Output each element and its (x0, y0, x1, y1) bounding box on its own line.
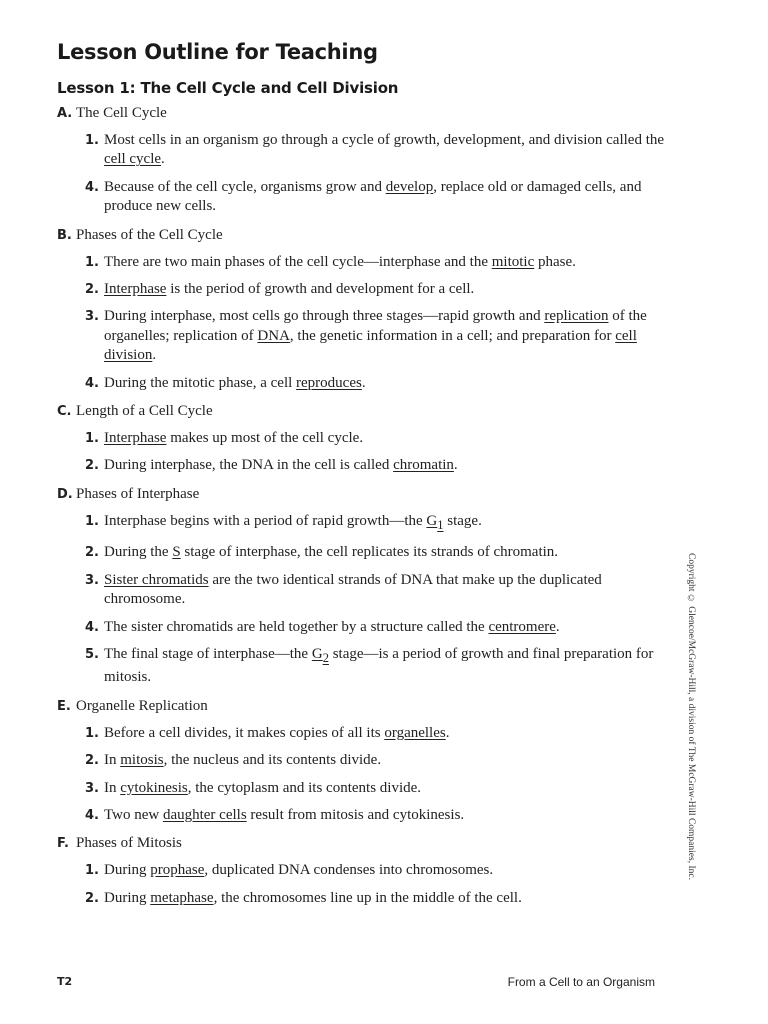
list-item (57, 806, 667, 825)
list-item (57, 429, 667, 448)
item-number: 2. (85, 458, 99, 474)
answer-term: Interphase (104, 281, 167, 298)
section-heading (57, 485, 667, 504)
item-text: During (104, 862, 151, 879)
item-text: . (555, 618, 560, 635)
list-item (57, 618, 667, 637)
item-number: 3. (85, 309, 99, 325)
section-heading-text: The Cell Cycle (76, 105, 167, 121)
outline-section (57, 697, 667, 826)
list-item (57, 779, 667, 798)
list-item (57, 512, 667, 535)
section-letter: E. (57, 698, 71, 714)
section-letter: D. (57, 486, 73, 502)
item-text: stage—is a period of growth and final preparation for mitosis. (104, 645, 654, 686)
list-item (57, 889, 667, 908)
outline-section (57, 104, 667, 217)
item-text: makes up most of the cell cycle. (166, 430, 364, 447)
answer-term: mitosis (120, 752, 164, 769)
item-text: The final stage of interphase—the (104, 645, 312, 662)
item-number: 4. (85, 619, 99, 635)
item-number: 2. (85, 753, 99, 769)
list-item (57, 751, 667, 770)
item-list (57, 512, 667, 688)
item-text: During the mitotic phase, a cell (104, 374, 297, 391)
lesson-outline (57, 104, 667, 917)
answer-term: daughter cells (162, 806, 247, 823)
list-item (57, 543, 667, 562)
item-number: 1. (85, 254, 99, 270)
item-number: 4. (85, 179, 99, 195)
outline-section (57, 402, 667, 476)
item-text: The sister chromatids are held together by a structure called the (104, 618, 489, 635)
list-item (57, 178, 667, 217)
answer-term: chromatin (393, 457, 454, 474)
item-number: 1. (85, 133, 99, 148)
answer-term: cytokinesis (120, 779, 188, 796)
item-text: . (453, 457, 458, 474)
item-text: During (104, 889, 151, 906)
answer-term: organelles (384, 724, 446, 741)
section-heading (57, 402, 667, 421)
item-number: 3. (85, 572, 99, 588)
item-text: , the genetic information in a cell; and preparation for (289, 327, 616, 344)
item-text: , the cytoplasm and its contents divide. (187, 779, 422, 796)
answer-term: prophase (150, 862, 205, 879)
answer-term: Sister chromatids (104, 571, 209, 588)
item-number: 4. (85, 375, 99, 391)
section-heading (57, 697, 667, 716)
answer-term: metaphase (150, 889, 214, 906)
section-letter: B. (57, 227, 72, 243)
list-item (57, 307, 667, 365)
answer-term: cell cycle (104, 151, 162, 168)
item-text: . (161, 151, 165, 168)
answer-term: replication (544, 308, 609, 325)
list-item (57, 280, 667, 299)
list-item (57, 861, 667, 880)
answer-term: 1 (437, 517, 444, 532)
answer-term: S (172, 544, 181, 561)
list-item (57, 253, 667, 272)
answer-term: Interphase (104, 430, 167, 447)
item-text: , duplicated DNA condenses into chromosomes. (204, 862, 494, 879)
item-text: . (152, 347, 157, 364)
item-list (57, 724, 667, 826)
answer-term: cell division (104, 327, 637, 364)
section-heading-text: Phases of Mitosis (76, 835, 182, 852)
item-list (57, 861, 667, 908)
answer-term: G (426, 512, 438, 529)
list-item (57, 374, 667, 393)
item-text: , the chromosomes line up in the middle of the cell. (213, 889, 522, 906)
item-number: 1. (85, 513, 99, 529)
chapter-title: From a Cell to an Organism (507, 975, 655, 989)
item-text: Two new (104, 806, 163, 823)
item-number: 3. (85, 780, 99, 796)
list-item (57, 456, 667, 475)
section-heading-text: Phases of the Cell Cycle (76, 226, 223, 243)
item-text: of the organelles; replication of (104, 308, 647, 344)
answer-term: DNA (257, 327, 290, 344)
answer-term: develop (385, 178, 434, 195)
item-text: During interphase, most cells go through three stages—rapid growth and (104, 308, 545, 325)
item-text: phase. (534, 253, 576, 270)
item-text: During the (104, 544, 173, 561)
section-letter: C. (57, 404, 72, 420)
section-heading (57, 104, 667, 123)
section-letter: F. (57, 836, 69, 852)
item-text: , the nucleus and its contents divide. (163, 752, 382, 769)
answer-term: reproduces (296, 374, 362, 391)
item-text: . (361, 374, 366, 391)
item-text: stage. (443, 512, 482, 529)
item-text: is the period of growth and development for a cell. (166, 281, 475, 298)
lesson-subtitle: Lesson 1: The Cell Cycle and Cell Division (57, 79, 399, 97)
item-number: 1. (85, 725, 99, 741)
section-heading-text: Phases of Interphase (76, 485, 200, 502)
item-number: 4. (85, 807, 99, 823)
item-text: In (104, 752, 121, 769)
outline-section (57, 226, 667, 393)
section-heading-text: Length of a Cell Cycle (76, 403, 213, 420)
list-item (57, 724, 667, 743)
item-text: Before a cell divides, it makes copies of all its (104, 724, 385, 741)
answer-term: mitotic (491, 253, 535, 270)
item-text: Because of the cell cycle, organisms grow and (104, 178, 386, 195)
outline-section (57, 485, 667, 688)
copyright-notice: Copyright © Glencoe/McGraw-Hill, a division of The McGraw-Hill Companies, Inc. (686, 553, 696, 880)
item-number: 5. (85, 646, 99, 662)
item-text: result from mitosis and cytokinesis. (246, 806, 465, 823)
page-title: Lesson Outline for Teaching (57, 40, 378, 64)
section-heading (57, 834, 667, 853)
item-list (57, 131, 667, 217)
item-text: During interphase, the DNA in the cell is called (104, 457, 394, 474)
outline-section (57, 834, 667, 908)
answer-term: centromere (488, 618, 556, 635)
list-item (57, 131, 667, 170)
answer-term: G (311, 645, 323, 662)
answer-term: 2 (322, 650, 329, 665)
item-list (57, 429, 667, 476)
item-text: There are two main phases of the cell cycle—interphase and the (104, 253, 492, 270)
item-number: 1. (85, 431, 99, 447)
list-item (57, 645, 667, 688)
item-text: , replace old or damaged cells, and produce new cells. (104, 178, 642, 215)
item-list (57, 253, 667, 393)
item-number: 2. (85, 890, 99, 906)
item-number: 2. (85, 282, 99, 298)
item-text: Interphase begins with a period of rapid growth—the (104, 512, 427, 529)
item-number: 2. (85, 545, 99, 561)
item-text: are the two identical strands of DNA that make up the duplicated chromosome. (104, 571, 602, 608)
item-text: stage of interphase, the cell replicates its strands of chromatin. (180, 544, 559, 561)
item-number: 1. (85, 863, 99, 879)
section-heading (57, 226, 667, 245)
item-text: . (445, 724, 450, 741)
section-letter: A. (57, 106, 73, 121)
item-text: In (104, 779, 121, 796)
list-item (57, 571, 667, 610)
item-text: Most cells in an organism go through a cycle of growth, development, and division called the (104, 132, 665, 148)
page-number: T2 (57, 975, 73, 988)
section-heading-text: Organelle Replication (76, 697, 208, 714)
